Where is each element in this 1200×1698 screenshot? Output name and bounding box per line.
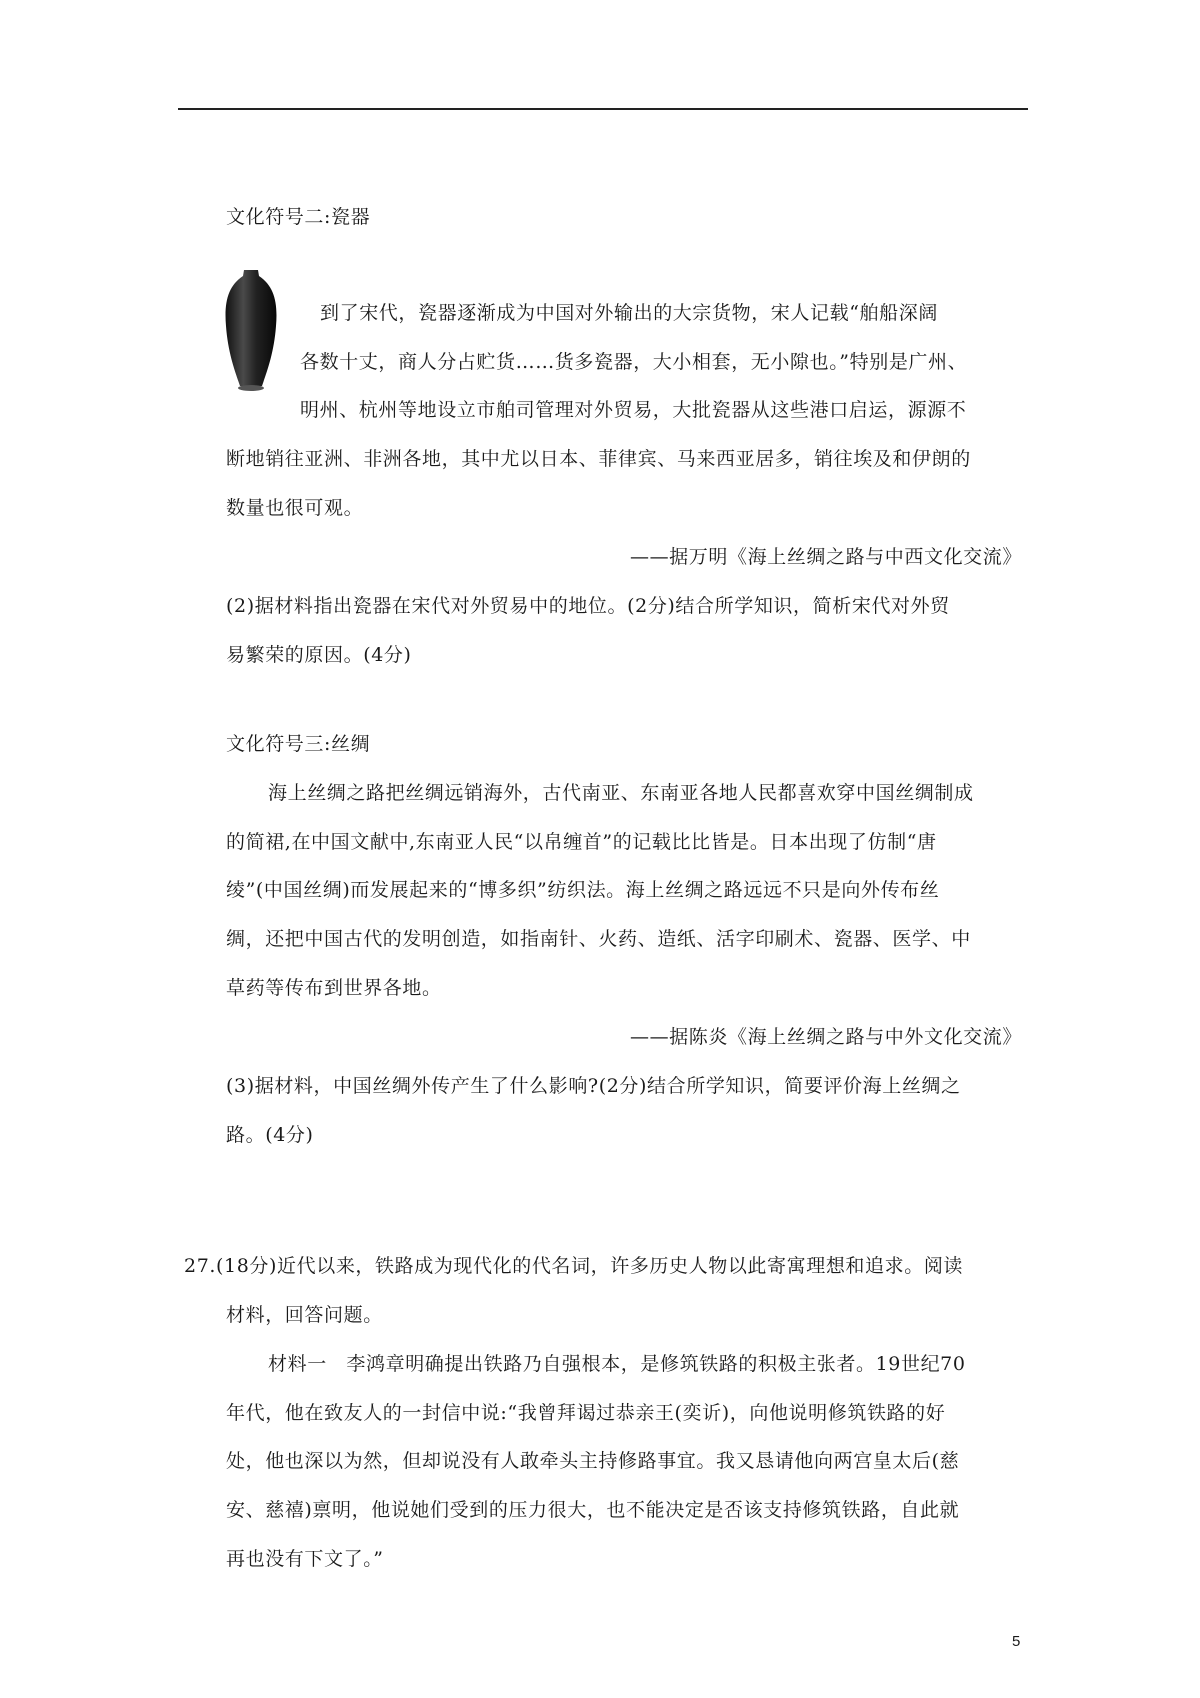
section2-line: 数量也很可观。 bbox=[226, 497, 364, 519]
porcelain-vase-image bbox=[222, 268, 280, 392]
section2-line: 到了宋代，瓷器逐渐成为中国对外输出的大宗货物，宋人记载“舶船深阔 bbox=[320, 302, 938, 324]
section3-line: 草药等传布到世界各地。 bbox=[226, 977, 442, 999]
q27-line: 再也没有下文了。” bbox=[226, 1548, 384, 1570]
q27-line: 处，他也深以为然，但却说没有人敢牵头主持修路事宜。我又恳请他向两宫皇太后(慈 bbox=[226, 1450, 960, 1472]
header-rule bbox=[178, 108, 1028, 110]
section3-line: 绫”(中国丝绸)而发展起来的“博多织”纺织法。海上丝绸之路远远不只是向外传布丝 bbox=[226, 879, 940, 901]
section3-title: 文化符号三:丝绸 bbox=[226, 733, 371, 755]
section3-question: 路。(4分) bbox=[226, 1124, 314, 1146]
section2-line: 明州、杭州等地设立市舶司管理对外贸易，大批瓷器从这些港口启运，源源不 bbox=[300, 399, 967, 421]
section2-question: (2)据材料指出瓷器在宋代对外贸易中的地位。(2分)结合所学知识，简析宋代对外贸 bbox=[226, 595, 950, 617]
section3-line: 绸，还把中国古代的发明创造，如指南针、火药、造纸、活字印刷术、瓷器、医学、中 bbox=[226, 928, 971, 950]
q27-line: 材料，回答问题。 bbox=[226, 1304, 383, 1326]
section3-line: 海上丝绸之路把丝绸远销海外，古代南亚、东南亚各地人民都喜欢穿中国丝绸制成 bbox=[268, 782, 974, 804]
section2-line: 断地销往亚洲、非洲各地，其中尤以日本、菲律宾、马来西亚居多，销往埃及和伊朗的 bbox=[226, 448, 971, 470]
section2-question: 易繁荣的原因。(4分) bbox=[226, 644, 412, 666]
q27-line: 27.(18分)近代以来，铁路成为现代化的代名词，许多历史人物以此寄寓理想和追求。阅读 bbox=[184, 1255, 964, 1277]
q27-line: 安、慈禧)禀明，他说她们受到的压力很大，也不能决定是否该支持修筑铁路，自此就 bbox=[226, 1499, 960, 1521]
q27-line: 年代，他在致友人的一封信中说:“我曾拜谒过恭亲王(奕䜣)，向他说明修筑铁路的好 bbox=[226, 1402, 946, 1424]
page-number: 5 bbox=[1012, 1633, 1021, 1650]
section3-line: 的简裙,在中国文献中,东南亚人民“以帛缠首”的记载比比皆是。日本出现了仿制“唐 bbox=[226, 831, 937, 853]
q27-line: 材料一 李鸿章明确提出铁路乃自强根本，是修筑铁路的积极主张者。19世纪70 bbox=[268, 1353, 966, 1375]
section3-source: ——据陈炎《海上丝绸之路与中外文化交流》 bbox=[629, 1026, 1022, 1048]
section3-question: (3)据材料，中国丝绸外传产生了什么影响?(2分)结合所学知识，简要评价海上丝绸之 bbox=[226, 1075, 961, 1097]
section2-source: ——据万明《海上丝绸之路与中西文化交流》 bbox=[629, 546, 1022, 568]
section2-line: 各数十丈，商人分占贮货……货多瓷器，大小相套，无小隙也。”特别是广州、 bbox=[300, 351, 968, 373]
section2-title: 文化符号二:瓷器 bbox=[226, 206, 371, 228]
